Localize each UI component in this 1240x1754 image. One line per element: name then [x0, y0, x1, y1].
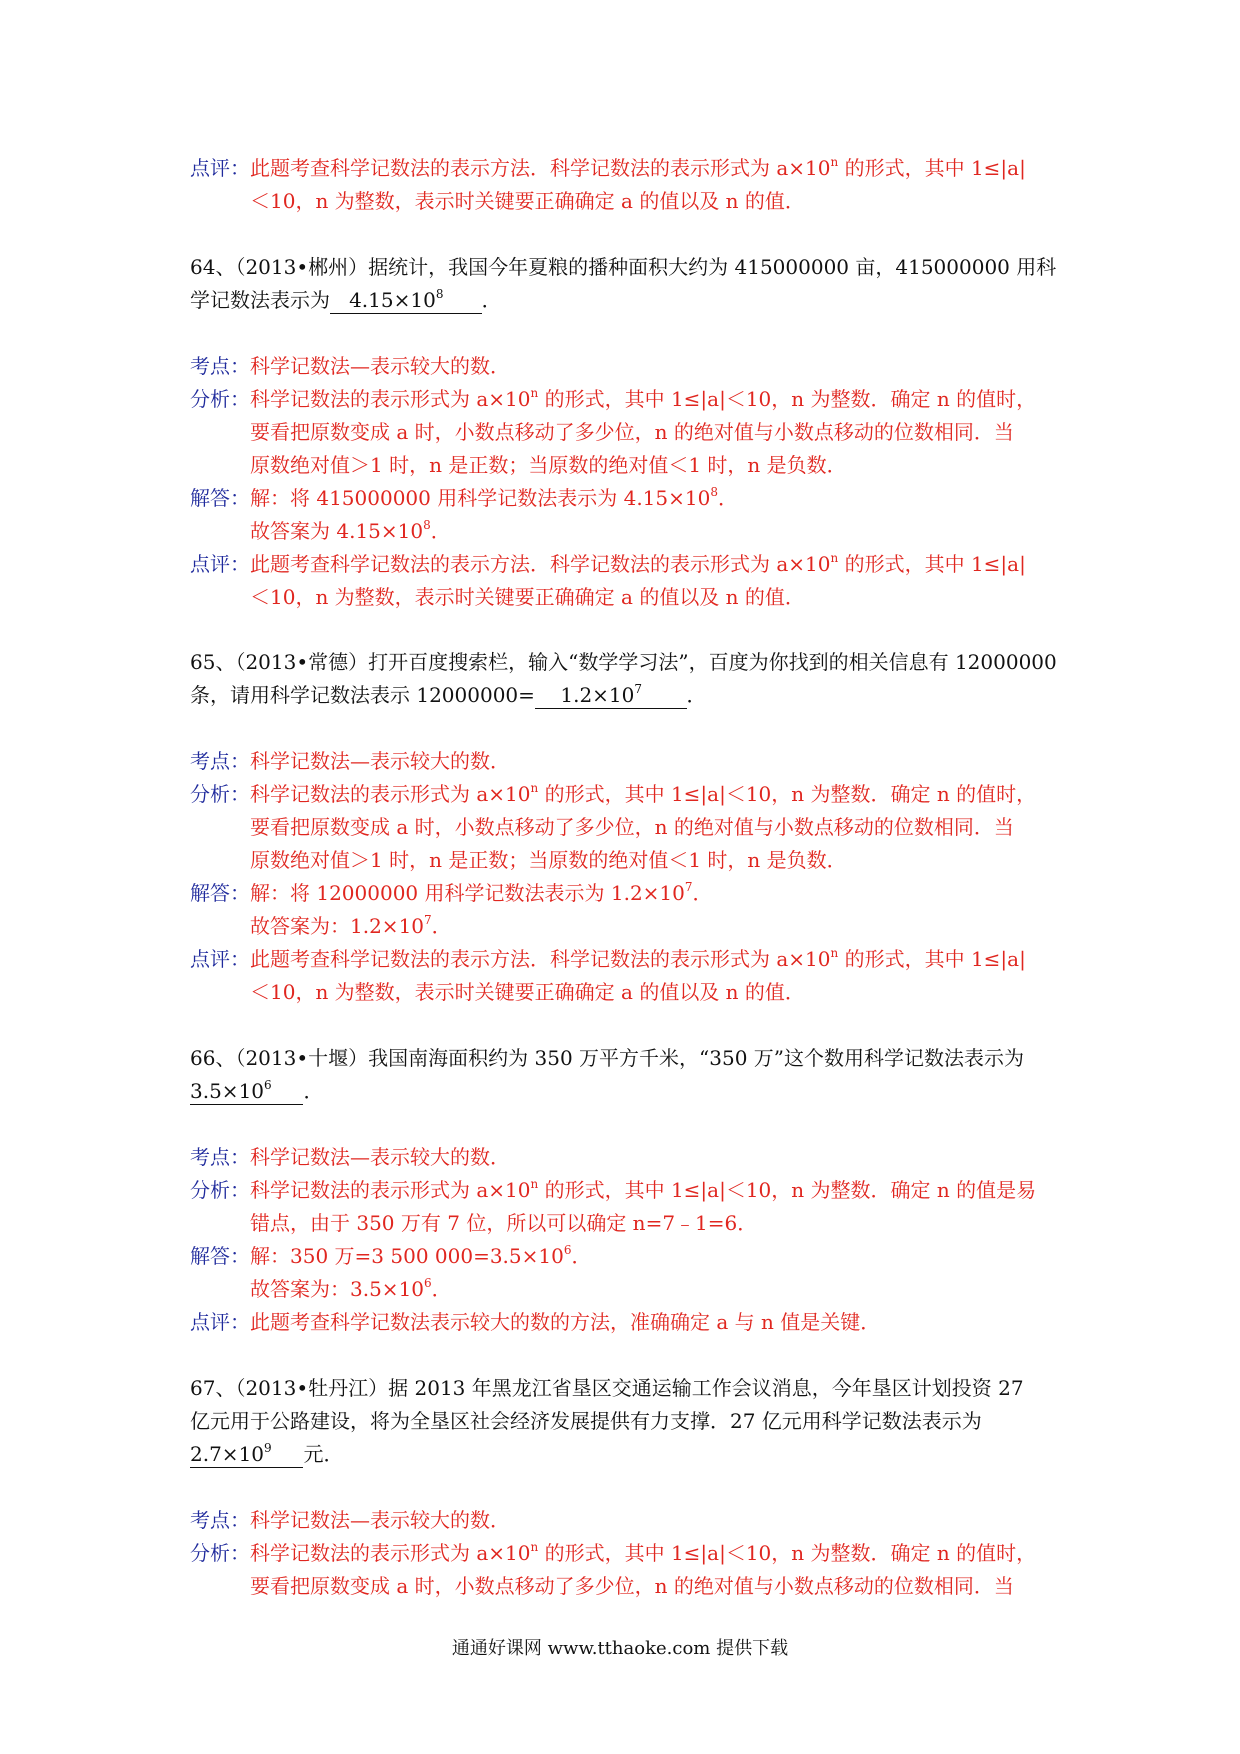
q64-jieda-line-1: 解答：解：将 415000000 用科学记数法表示为 $4.15\times 10^8$．: [190, 485, 738, 510]
q65-answer: $1.2\times 10^7$: [535, 682, 687, 709]
q66-stem-line-1: 66、（2013•十堰）我国南海面积约为 350 万平方千米，“350 万”这个数用科学记数法表示为: [190, 1046, 1025, 1070]
top-comment-line-1: 点评：此题考查科学记数法的表示方法．科学记数法的表示形式为 $a\times 10^n$ 的形式，其中 1≤|a|: [190, 155, 1026, 180]
q64-answer: $4.15\times 10^8$: [330, 287, 482, 314]
q65-kaodian: 考点：科学记数法—表示较大的数．: [190, 749, 510, 773]
q64-fenxi-line-1: 分析：科学记数法的表示形式为 $a\times 10^n$ 的形式，其中 1≤|a|＜10，n 为整数．确定 n 的值时，: [190, 386, 1037, 411]
top-comment-line-2: ＜10，n 为整数，表示时关键要正确确定 a 的值以及 n 的值．: [250, 189, 805, 213]
q64-kaodian: 考点：科学记数法—表示较大的数．: [190, 354, 510, 378]
q67-answer: $2.7\times 10^9$: [190, 1441, 303, 1468]
q67-stem-line-3: $2.7\times 10^9$ 元．: [190, 1441, 344, 1466]
q67-stem-line-2: 亿元用于公路建设，将为全垦区社会经济发展提供有力支撑．27 亿元用科学记数法表示为: [190, 1409, 982, 1433]
q64-fenxi-line-3: 原数绝对值＞1 时，n 是正数；当原数的绝对值＜1 时，n 是负数．: [250, 453, 847, 477]
q66-jieda-line-1: 解答：解：350 万=3 500 $000=3.5\times 10^6$．: [190, 1243, 592, 1268]
q65-jieda-line-2: 故答案为：$1.2\times 10^7$．: [250, 913, 452, 938]
q66-answer: $3.5\times 10^6$: [190, 1078, 303, 1105]
q64-stem-line-2: 学记数法表示为 $4.15\times 10^8$ ．: [190, 287, 502, 312]
page-footer: 通通好课网 www.tthaoke.com 提供下载: [451, 1638, 789, 1659]
q65-fenxi-line-1: 分析：科学记数法的表示形式为 $a\times 10^n$ 的形式，其中 1≤|a|＜10，n 为整数．确定 n 的值时，: [190, 781, 1037, 806]
q67-fenxi-line-1: 分析：科学记数法的表示形式为 $a\times 10^n$ 的形式，其中 1≤|a|＜10，n 为整数．确定 n 的值时，: [190, 1540, 1037, 1565]
q65-stem-line-2: 条，请用科学记数法表示 12000000= $1.2\times 10^7$ ．: [190, 682, 707, 707]
q65-stem-line-1: 65、（2013•常德）打开百度搜索栏，输入“数学学习法”，百度为你找到的相关信息有 12000000: [190, 650, 1057, 674]
q66-fenxi-line-2: 错点，由于 350 万有 7 位，所以可以确定 n=7﹣1=6．: [250, 1211, 758, 1235]
q65-comment-line-2: ＜10，n 为整数，表示时关键要正确确定 a 的值以及 n 的值．: [250, 980, 805, 1004]
q64-stem-line-1: 64、（2013•郴州）据统计，我国今年夏粮的播种面积大约为 415000000 亩，415000000 用科: [190, 255, 1057, 279]
q67-stem-line-1: 67、（2013•牡丹江）据 2013 年黑龙江省垦区交通运输工作会议消息，今年垦区计划投资 27: [190, 1376, 1024, 1400]
q66-comment: 点评：此题考查科学记数法表示较大的数的方法，准确确定 a 与 n 值是关键．: [190, 1310, 881, 1334]
q65-jieda-line-1: 解答：解：将 12000000 用科学记数法表示为 $1.2\times 10^7$．: [190, 880, 713, 905]
q66-fenxi-line-1: 分析：科学记数法的表示形式为 $a\times 10^n$ 的形式，其中 1≤|a|＜10，n 为整数．确定 n 的值是易: [190, 1177, 1037, 1202]
label-comment: 点评：: [190, 156, 250, 180]
q64-comment-line-2: ＜10，n 为整数，表示时关键要正确确定 a 的值以及 n 的值．: [250, 585, 805, 609]
q64-jieda-line-2: 故答案为 $4.15\times 10^8$．: [250, 518, 451, 543]
q66-kaodian: 考点：科学记数法—表示较大的数．: [190, 1145, 510, 1169]
q66-jieda-line-2: 故答案为：$3.5\times 10^6$．: [250, 1276, 452, 1301]
q65-comment-line-1: 点评：此题考查科学记数法的表示方法．科学记数法的表示形式为 $a\times 10^n$ 的形式，其中 1≤|a|: [190, 946, 1026, 971]
q67-kaodian: 考点：科学记数法—表示较大的数．: [190, 1508, 510, 1532]
q65-fenxi-line-2: 要看把原数变成 a 时，小数点移动了多少位，n 的绝对值与小数点移动的位数相同．当: [250, 815, 1014, 839]
q65-fenxi-line-3: 原数绝对值＞1 时，n 是正数；当原数的绝对值＜1 时，n 是负数．: [250, 848, 847, 872]
q66-stem-line-2: $3.5\times 10^6$ ．: [190, 1078, 324, 1103]
q67-fenxi-line-2: 要看把原数变成 a 时，小数点移动了多少位，n 的绝对值与小数点移动的位数相同．当: [250, 1574, 1014, 1598]
q64-fenxi-line-2: 要看把原数变成 a 时，小数点移动了多少位，n 的绝对值与小数点移动的位数相同．当: [250, 420, 1014, 444]
q64-comment-line-1: 点评：此题考查科学记数法的表示方法．科学记数法的表示形式为 $a\times 10^n$ 的形式，其中 1≤|a|: [190, 551, 1026, 576]
